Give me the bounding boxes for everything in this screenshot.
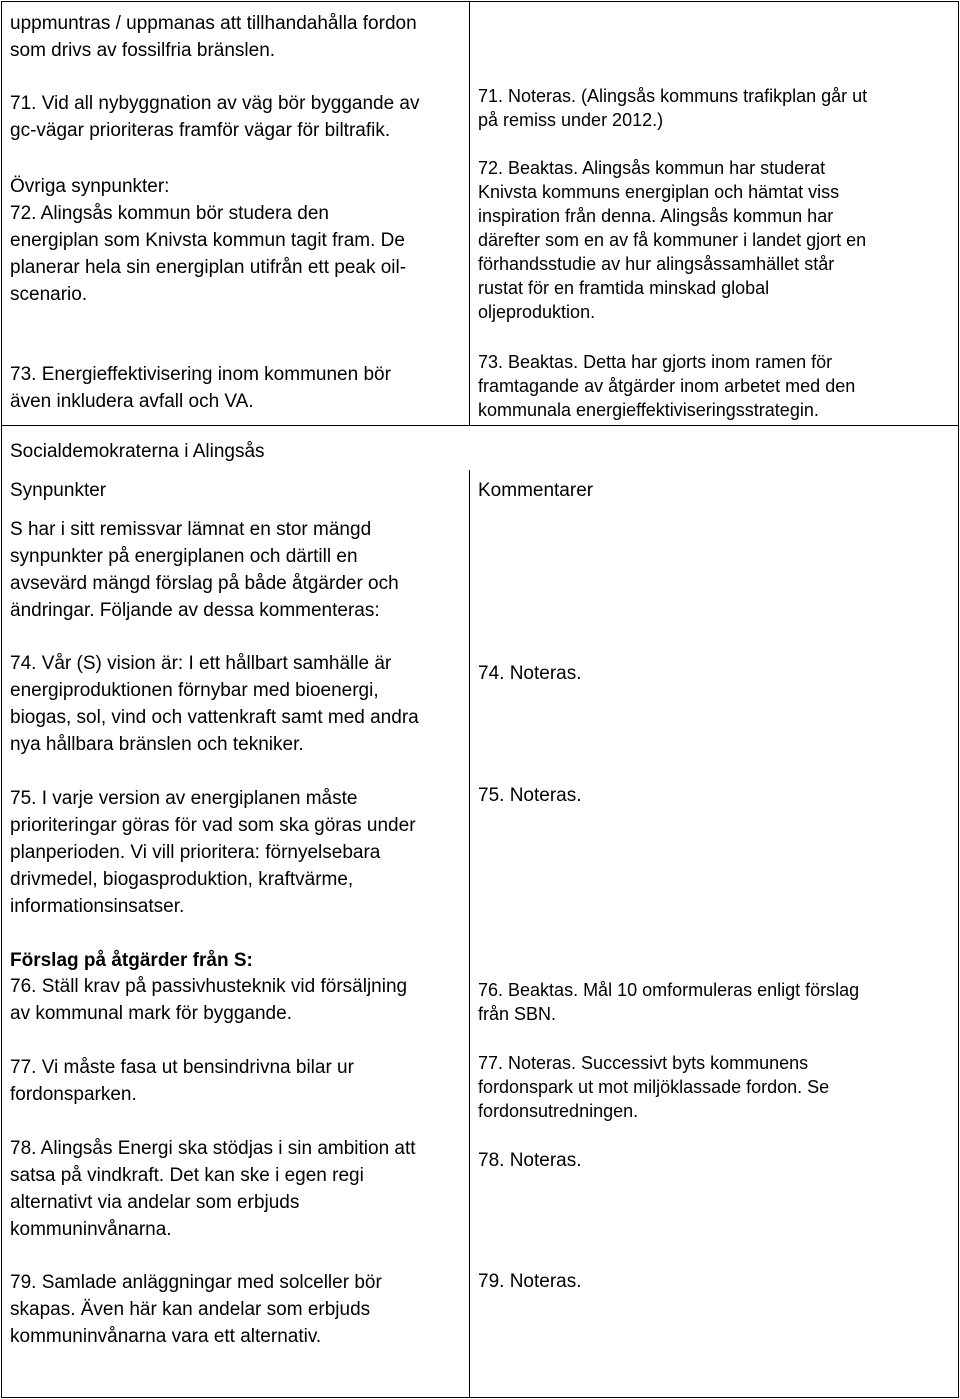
forslag-heading: Förslag på åtgärder från S:: [10, 950, 253, 971]
column-header-synpunkter: Synpunkter: [10, 480, 107, 501]
synpunkt-77: 77. Vi måste fasa ut bensindrivna bilar ur fordonsparken.: [10, 1057, 354, 1105]
section-header-divider: [1, 425, 959, 426]
kommentar-71: 71. Noteras. (Alingsås kommuns trafikplan går ut på remiss under 2012.): [478, 86, 868, 130]
column-divider-top: [469, 1, 470, 425]
left-continuation-text: uppmuntras / uppmanas att tillhandahålla fordon som drivs av fossilfria bränslen.: [10, 13, 417, 61]
ovriga-synpunkter-heading: Övriga synpunkter:: [10, 176, 170, 197]
synpunkt-72: 72. Alingsås kommun bör studera den energiplan som Knivsta kommun tagit fram. De planerar hela sin energiplan utifrån ett peak oil- scenario.: [10, 203, 407, 305]
synpunkt-76: 76. Ställ krav på passivhusteknik vid försäljning av kommunal mark för byggande.: [10, 976, 408, 1024]
synpunkt-75: 75. I varje version av energiplanen måste prioriteringar göras för vad som ska göras under planperioden. Vi vill prioritera: förnyelsebara drivmedel, biogasproduktion, kraftvärme, informationsinsatser.: [10, 788, 416, 917]
synpunkt-78: 78. Alingsås Energi ska stödjas i sin ambition att satsa på vindkraft. Det kan ske i egen regi alternativt via andelar som erbjuds kommuninvånarna.: [10, 1138, 416, 1240]
s-intro-text: S har i sitt remissvar lämnat en stor mängd synpunkter på energiplanen och därtill en avsevärd mängd förslag på både åtgärder och ändringar. Följande av dessa kommenteras:: [10, 519, 399, 621]
synpunkt-73: 73. Energieffektivisering inom kommunen bör även inkludera avfall och VA.: [10, 364, 391, 412]
kommentar-72: 72. Beaktas. Alingsås kommun har studerat Knivsta kommuns energiplan och hämtat viss inspiration från denna. Alingsås kommun har därefter som en av få kommuner i landet gjort en förhandsstudie av hur alingsåssamhället står rustat för en framtida minskad global oljeproduktion.: [478, 158, 867, 322]
kommentar-77: 77. Noteras. Successivt byts kommunens fordonspark ut mot miljöklassade fordon. Se fordonsutredningen.: [478, 1053, 830, 1121]
synpunkt-79: 79. Samlade anläggningar med solceller bör skapas. Även här kan andelar som erbjuds kommuninvånarna vara ett alternativ.: [10, 1272, 382, 1347]
column-header-kommentarer: Kommentarer: [478, 480, 594, 501]
synpunkt-71: 71. Vid all nybyggnation av väg bör byggande av gc-vägar prioriteras framför vägar för biltrafik.: [10, 93, 420, 141]
kommentar-79: 79. Noteras.: [478, 1271, 582, 1292]
kommentar-74: 74. Noteras.: [478, 663, 582, 684]
kommentar-76: 76. Beaktas. Mål 10 omformuleras enligt förslag från SBN.: [478, 980, 860, 1024]
column-divider-bottom: [469, 470, 470, 1398]
kommentar-73: 73. Beaktas. Detta har gjorts inom ramen för framtagande av åtgärder inom arbetet med den kommunala energieffektiviseringsstrategin.: [478, 352, 856, 420]
section-title: Socialdemokraterna i Alingsås: [10, 441, 265, 462]
kommentar-78: 78. Noteras.: [478, 1150, 582, 1171]
kommentar-75: 75. Noteras.: [478, 785, 582, 806]
synpunkt-74: 74. Vår (S) vision är: I ett hållbart samhälle är energiproduktionen förnybar med bioenergi, biogas, sol, vind och vattenkraft samt med andra nya hållbara bränslen och tekniker.: [10, 653, 419, 755]
